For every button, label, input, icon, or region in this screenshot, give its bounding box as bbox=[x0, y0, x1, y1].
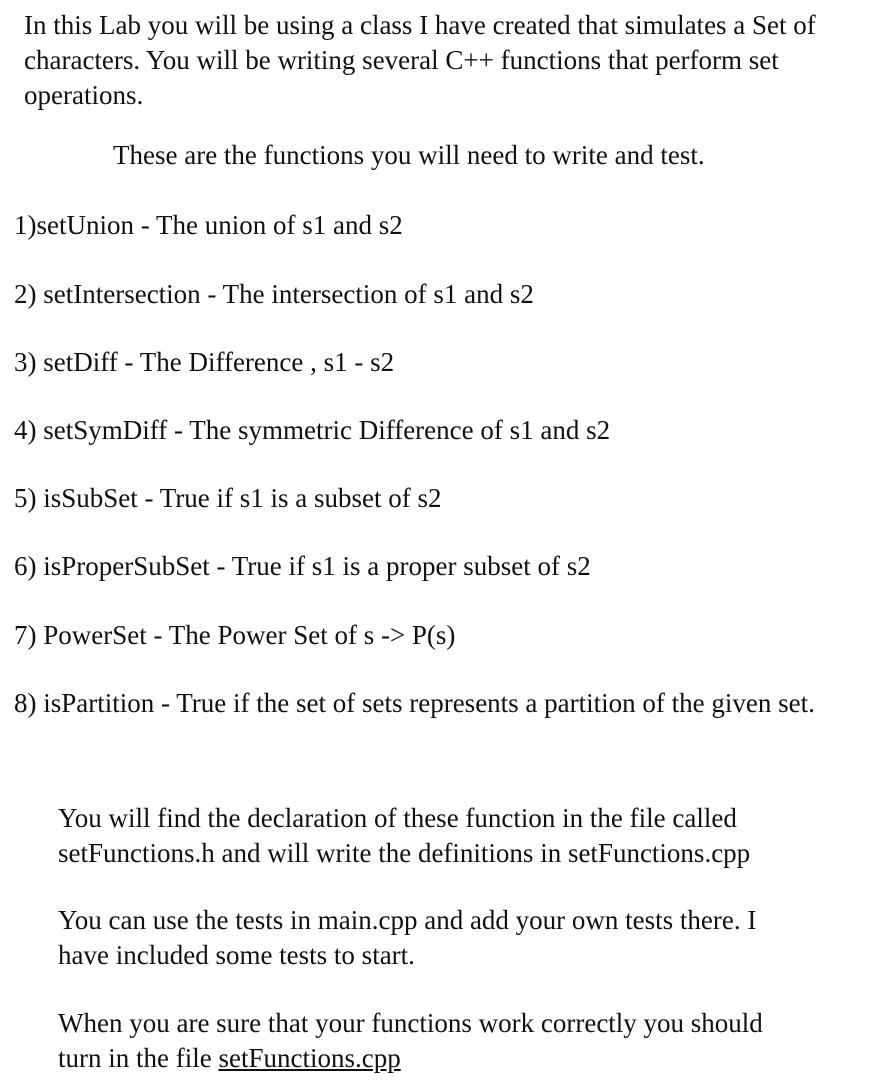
paragraph-line bbox=[58, 1041, 848, 1076]
intro-line: characters. You will be writing several C++ functions that perform set bbox=[24, 45, 779, 75]
paragraph-line: When you are sure that your functions work correctly you should bbox=[58, 1008, 763, 1038]
paragraph-line-prefix: turn in the file bbox=[58, 1043, 219, 1073]
submission-filename-link[interactable]: setFunctions.cpp bbox=[218, 1043, 401, 1073]
declaration-paragraph bbox=[58, 801, 848, 871]
paragraph-line: setFunctions.h and will write the definitions in setFunctions.cpp bbox=[58, 838, 751, 868]
function-item-is-proper-subset: 6) isProperSubSet - True if s1 is a proper subset of s2 bbox=[14, 551, 591, 581]
function-item-set-intersection: 2) setIntersection - The intersection of s1 and s2 bbox=[14, 279, 534, 309]
functions-heading: These are the functions you will need to write and test. bbox=[113, 140, 705, 170]
tests-paragraph bbox=[58, 903, 848, 973]
function-item-is-partition: 8) isPartition - True if the set of sets represents a partition of the given set. bbox=[14, 688, 815, 718]
intro-line: In this Lab you will be using a class I have created that simulates a Set of bbox=[24, 10, 816, 40]
intro-paragraph bbox=[24, 8, 864, 113]
function-item-set-sym-diff: 4) setSymDiff - The symmetric Difference of s1 and s2 bbox=[14, 415, 611, 445]
function-item-power-set: 7) PowerSet - The Power Set of s -> P(s) bbox=[14, 620, 456, 650]
function-item-is-subset: 5) isSubSet - True if s1 is a subset of s2 bbox=[14, 483, 442, 513]
function-item-set-union: 1)setUnion - The union of s1 and s2 bbox=[14, 210, 403, 240]
intro-line: operations. bbox=[24, 80, 144, 110]
paragraph-line: You will find the declaration of these function in the file called bbox=[58, 803, 737, 833]
paragraph-line: You can use the tests in main.cpp and add your own tests there. I bbox=[58, 905, 757, 935]
submission-paragraph bbox=[58, 1006, 848, 1076]
paragraph-line: have included some tests to start. bbox=[58, 940, 415, 970]
function-item-set-diff: 3) setDiff - The Difference , s1 - s2 bbox=[14, 347, 395, 377]
